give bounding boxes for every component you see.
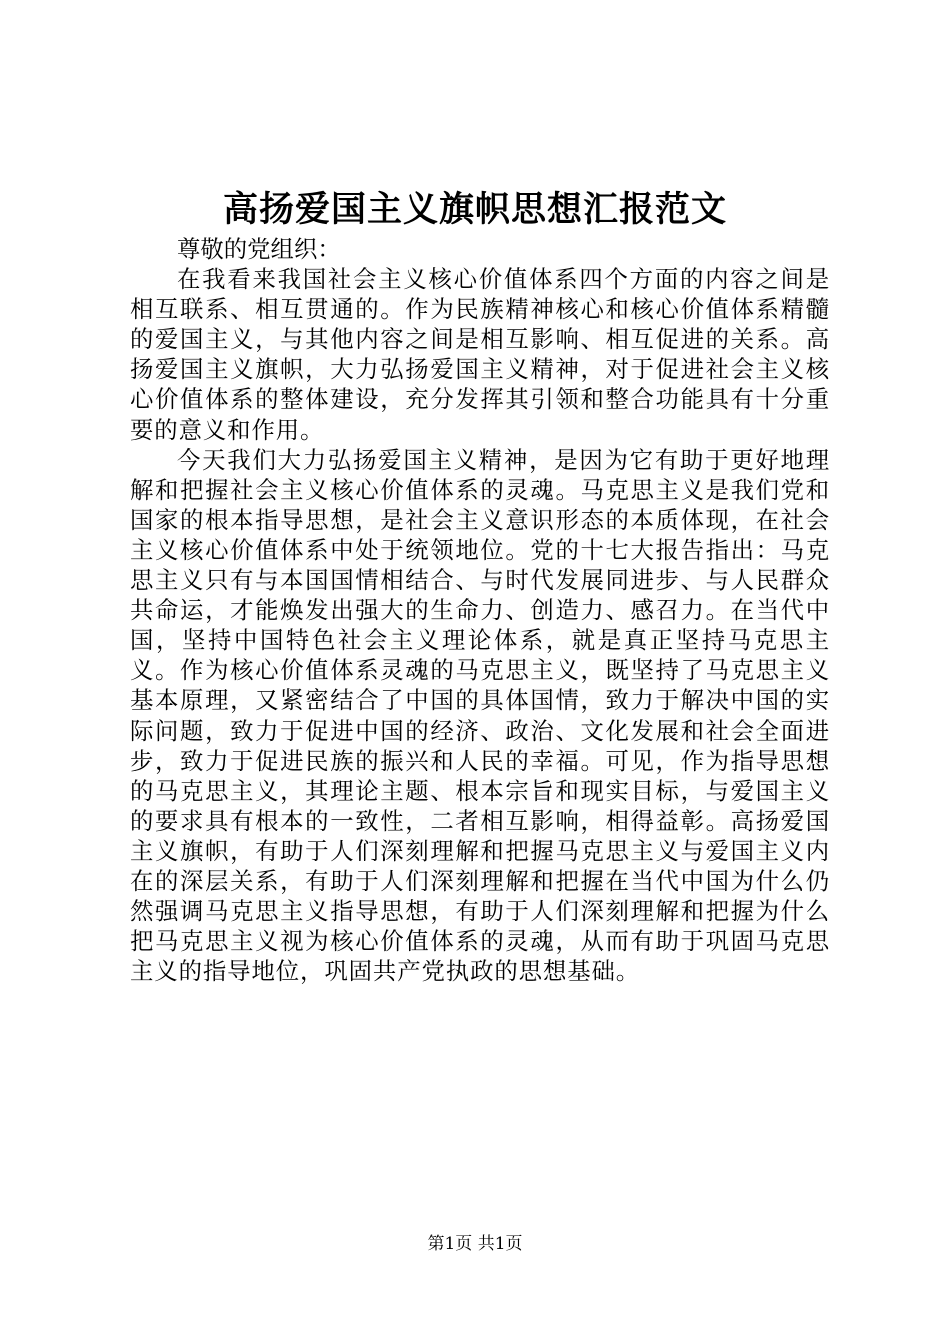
document-body bbox=[130, 234, 830, 986]
salutation: 尊敬的党组织： bbox=[177, 235, 341, 263]
document-title: 高扬爱国主义旗帜思想汇报范文 bbox=[222, 189, 727, 230]
paragraph-2: 今天我们大力弘扬爱国主义精神，是因为它有助于更好地理解和把握社会主义核心价值体系的灵魂。马克思主义是我们党和国家的根本指导思想，是社会主义意识形态的本质体现，在社会主义核心价值体系中处于统领地位。党的十七大报告指出：马克思主义只有与本国国情相结合、与时代发展同进步、与人民群众共命运，才能焕发出强大的生命力、创造力、感召力。在当代中国，坚持中国特色社会主义理论体系，就是真正坚持马克思主义。作为核心价值体系灵魂的马克思主义，既坚持了马克思主义基本原理，又紧密结合了中国的具体国情，致力于解决中国的实际问题，致力于促进中国的经济、政治、文化发展和社会全面进步，致力于促进民族的振兴和人民的幸福。可见，作为指导思想的马克思主义，其理论主题、根本宗旨和现实目标，与爱国主义的要求具有根本的一致性，二者相互影响，相得益彰。高扬爱国主义旗帜，有助于人们深刻理解和把握马克思主义与爱国主义内在的深层关系，有助于人们深刻理解和把握在当代中国为什么仍然强调马克思主义指导思想，有助于人们深刻理解和把握为什么把马克思主义视为核心价值体系的灵魂，从而有助于巩固马克思主义的指导地位，巩固共产党执政的思想基础。 bbox=[130, 445, 830, 986]
page-footer: 第1页 共1页 bbox=[427, 1234, 523, 1254]
paragraph-1: 在我看来我国社会主义核心价值体系四个方面的内容之间是相互联系、相互贯通的。作为民族精神核心和核心价值体系精髓的爱国主义，与其他内容之间是相互影响、相互促进的关系。高扬爱国主义旗帜，大力弘扬爱国主义精神，对于促进社会主义核心价值体系的整体建设，充分发挥其引领和整合功能具有十分重要的意义和作用。 bbox=[130, 265, 830, 444]
